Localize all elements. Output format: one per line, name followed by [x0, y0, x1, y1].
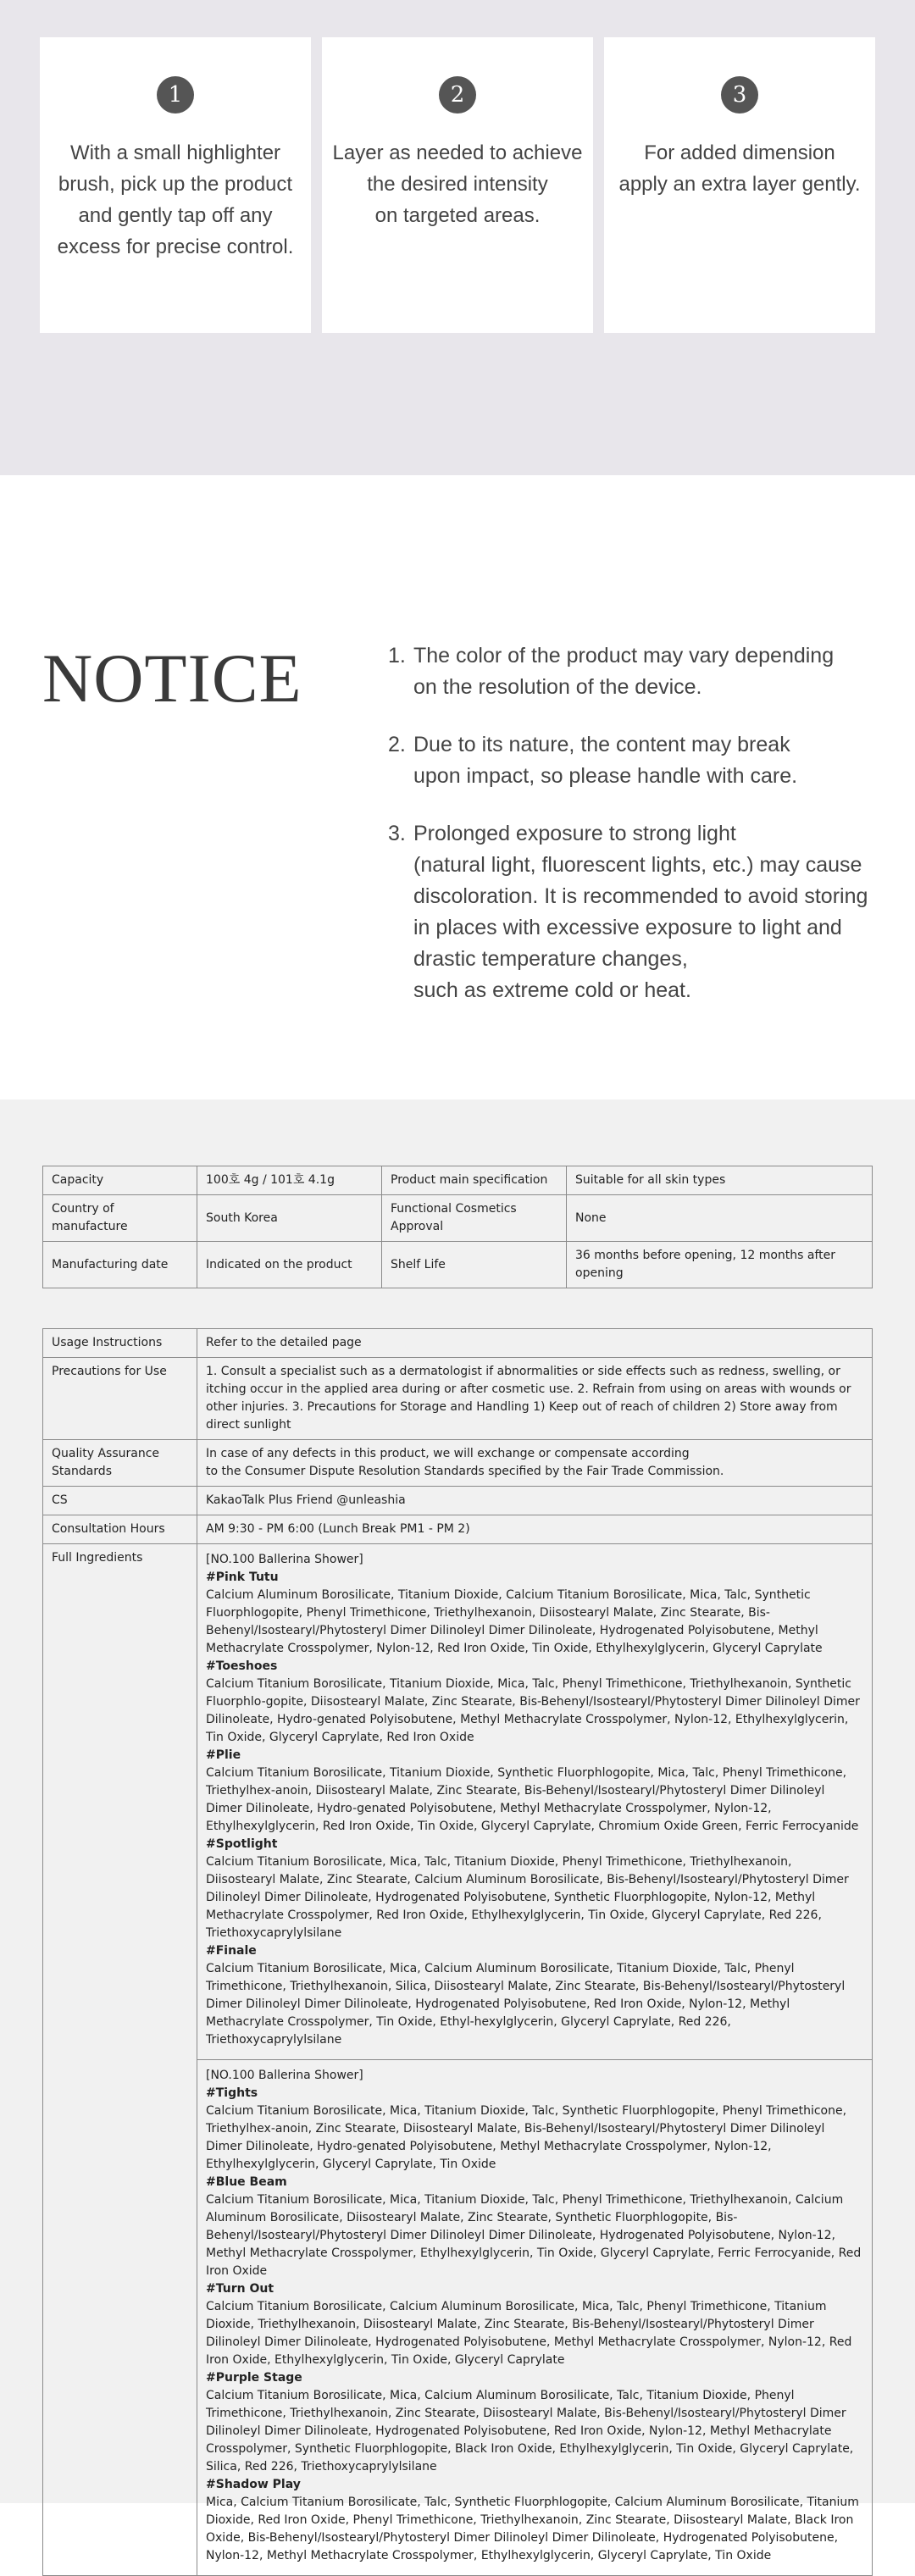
notice-item: [388, 818, 888, 1006]
shade-ingredients: Calcium Titanium Borosilicate, Mica, Calcium Aluminum Borosilicate, Titanium Dioxide, Talc, Phenyl Trimethicone, Triethylhexanoin, Silica, Diisostearyl Malate, Zinc Stearate, Bis-Behenyl/Isostearyl/Phytosteryl Dimer Dilinoleyl Dimer Dilinoleate, Hydrogenated Polyisobutene, Red Iron Oxide, Nylon-12, Methyl Methacrylate Crosspolymer, Tin Oxide, Ethyl-hexylglycerin, Glyceryl Caprylate, Red 226, Triethoxycaprylylsilane: [206, 1962, 846, 2047]
shade-ingredients: Calcium Titanium Borosilicate, Mica, Calcium Aluminum Borosilicate, Talc, Titanium Dioxide, Phenyl Trimethicone, Triethylhexanoin, Zinc Stearate, Diisostearyl Malate, Bis-Behenyl/Isostearyl/Phytosteryl Dimer Dilinoleyl Dimer Dilinoleate, Hydrogenated Polyisobutene, Red Iron Oxide, Nylon-12, Methyl Methacrylate Crosspolymer, Synthetic Fluorphlogopite, Black Iron Oxide, Ethylhexylglycerin, Tin Oxide, Glyceryl Caprylate, Silica, Red 226, Triethoxycaprylylsilane: [206, 2389, 854, 2474]
step-text: With a small highlighter brush, pick up the product and gently tap off any excess for precise control.: [57, 141, 294, 258]
product-info-section: [0, 1100, 915, 2562]
steps-section: [0, 0, 915, 475]
shade-name: #Toeshoes: [206, 1659, 278, 1673]
shade-name: #Tights: [206, 2086, 258, 2100]
spec-label: Product main specification: [382, 1166, 567, 1195]
step-text: Layer as needed to achieve the desired intensity on targeted areas.: [332, 141, 583, 227]
spec-value: Suitable for all skin types: [567, 1166, 873, 1195]
shade-ingredients: Calcium Titanium Borosilicate, Mica, Titanium Dioxide, Talc, Synthetic Fluorphlogopite, Phenyl Trimethicone, Triethylhex-anoin, Zinc Stearate, Diisostearyl Malate, Bis-Behenyl/Isostearyl/Phytosteryl Dimer Dilinoleyl Dimer Dilinoleate, Hydro-genated Polyisobutene, Methyl Methacrylate Crosspolymer, Nylon-12, Ethylhexylglycerin, Glyceryl Caprylate, Tin Oxide: [206, 2104, 847, 2171]
step-card-2: [322, 37, 593, 333]
shade-name: #Pink Tutu: [206, 1571, 279, 1584]
step-card-3: [604, 37, 875, 333]
step-number-badge: 1: [157, 76, 194, 114]
cs-value: KakaoTalk Plus Friend @unleashia: [197, 1487, 873, 1515]
spec-label: Capacity: [43, 1166, 197, 1195]
notice-item: [388, 640, 888, 703]
shade-ingredients: Calcium Titanium Borosilicate, Titanium Dioxide, Mica, Talc, Phenyl Trimethicone, Triethylhexanoin, Synthetic Fluorphlo-gopite, Diisostearyl Malate, Zinc Stearate, Bis-Behenyl/Isostearyl/Phytosteryl Dimer Dilinoleyl Dimer Dilinoleate, Hydro-genated Polyisobutene, Methyl Methacrylate Crosspolymer, Nylon-12, Ethylhexylglycerin, Tin Oxide, Glyceryl Caprylate, Red Iron Oxide: [206, 1677, 860, 1744]
shade-name: #Blue Beam: [206, 2175, 287, 2189]
qa-value: In case of any defects in this product, we will exchange or compensate according to the Consumer Dispute Resolution Standards specified by the Fair Trade Commission.: [197, 1440, 873, 1487]
notice-list: [388, 640, 888, 1033]
notice-item-text: Due to its nature, the content may break upon impact, so please handle with care.: [413, 733, 798, 788]
notice-item-text: The color of the product may vary depending on the resolution of the device.: [413, 644, 835, 699]
precautions-label: Precautions for Use: [43, 1358, 197, 1440]
spec-value: 36 months before opening, 12 months after opening: [567, 1242, 873, 1288]
shade-ingredients: Calcium Titanium Borosilicate, Titanium Dioxide, Synthetic Fluorphlogopite, Mica, Talc, Phenyl Trimethicone, Triethylhex-anoin, Diisostearyl Malate, Zinc Stearate, Bis-Behenyl/Isostearyl/Phytosteryl Dimer Dilinoleyl Dimer Dilinoleate, Hydro-genated Polyisobutene, Methyl Methacrylate Crosspolymer, Nylon-12, Ethylhexylglycerin, Red Iron Oxide, Tin Oxide, Glyceryl Caprylate, Chromium Oxide Green, Ferric Ferrocyanide: [206, 1766, 859, 1833]
precautions-value: 1. Consult a specialist such as a dermatologist if abnormalities or side effects such as redness, swelling, or itching occur in the applied area during or after cosmetic use. 2. Refrain from using on areas with wounds or other injuries. 3. Precautions for Storage and Handling 1) Keep out of reach of children 2) Store away from direct sunlight: [197, 1358, 873, 1440]
hours-value: AM 9:30 - PM 6:00 (Lunch Break PM1 - PM 2): [197, 1515, 873, 1544]
notice-title: NOTICE: [42, 640, 302, 717]
step-number-badge: 2: [439, 76, 476, 114]
spec-value: South Korea: [197, 1195, 382, 1242]
ingredients-block-1: [197, 1544, 873, 2060]
table-row: [43, 1544, 873, 2060]
table-row: [43, 1358, 873, 1440]
notice-section: [0, 475, 915, 1100]
hours-label: Consultation Hours: [43, 1515, 197, 1544]
spec-label: Functional Cosmetics Approval: [382, 1195, 567, 1242]
spec-label: Country of manufacture: [43, 1195, 197, 1242]
spec-table: [42, 1166, 873, 1288]
step-number-badge: 3: [721, 76, 758, 114]
table-row: [43, 1487, 873, 1515]
ingredients-label: Full Ingredients: [43, 1544, 197, 2576]
spec-label: Manufacturing date: [43, 1242, 197, 1288]
table-row: [43, 1515, 873, 1544]
table-row: [43, 1166, 873, 1195]
table-row: [43, 1195, 873, 1242]
shade-name: #Turn Out: [206, 2282, 274, 2296]
cs-label: CS: [43, 1487, 197, 1515]
step-text: For added dimension apply an extra layer gently.: [618, 141, 861, 196]
shade-name: #Spotlight: [206, 1837, 278, 1851]
spec-value: None: [567, 1195, 873, 1242]
usage-label: Usage Instructions: [43, 1329, 197, 1358]
table-row: [43, 1440, 873, 1487]
notice-item-number: 2.: [388, 733, 406, 756]
notice-item-number: 3.: [388, 822, 406, 845]
ingredients-header: [NO.100 Ballerina Shower]: [206, 2069, 363, 2082]
step-card-1: [40, 37, 311, 333]
shade-ingredients: Calcium Titanium Borosilicate, Mica, Titanium Dioxide, Talc, Phenyl Trimethicone, Triethylhexanoin, Calcium Aluminum Borosilicate, Diisostearyl Malate, Zinc Stearate, Synthetic Fluorphlogopite, Bis-Behenyl/Isostearyl/Phytosteryl Dimer Dilinoleyl Dimer Dilinoleate, Hydrogenated Polyisobutene, Nylon-12, Methyl Methacrylate Crosspolymer, Ethylhexylglycerin, Tin Oxide, Glyceryl Caprylate, Ferric Ferrocyanide, Red Iron Oxide: [206, 2193, 862, 2278]
shade-name: #Shadow Play: [206, 2478, 301, 2491]
ingredients-header: [NO.100 Ballerina Shower]: [206, 1553, 363, 1566]
notice-item-number: 1.: [388, 644, 406, 668]
table-row: [43, 1329, 873, 1358]
shade-ingredients: Calcium Aluminum Borosilicate, Titanium Dioxide, Calcium Titanium Borosilicate, Mica, Talc, Synthetic Fluorphlogopite, Phenyl Trimethicone, Triethylhexanoin, Diisostearyl Malate, Zinc Stearate, Bis-Behenyl/Isostearyl/Phytosteryl Dimer Dilinoleyl Dimer Dilinoleate, Hydrogenated Polyisobutene, Methyl Methacrylate Crosspolymer, Nylon-12, Red Iron Oxide, Tin Oxide, Ethylhexylglycerin, Glyceryl Caprylate: [206, 1588, 823, 1655]
notice-item: [388, 729, 888, 792]
notice-item-text: Prolonged exposure to strong light (natural light, fluorescent lights, etc.) may cause discoloration. It is recommended to avoid storing in places with excessive exposure to light and drastic temperature changes, such as extreme cold or heat.: [413, 822, 868, 1002]
shade-ingredients: Calcium Titanium Borosilicate, Calcium Aluminum Borosilicate, Mica, Talc, Phenyl Trimethicone, Titanium Dioxide, Triethylhexanoin, Diisostearyl Malate, Zinc Stearate, Bis-Behenyl/Isostearyl/Phytosteryl Dimer Dilinoleyl Dimer Dilinoleate, Hydrogenated Polyisobutene, Methyl Methacrylate Crosspolymer, Nylon-12, Red Iron Oxide, Ethylhexylglycerin, Tin Oxide, Glyceryl Caprylate: [206, 2300, 852, 2367]
shade-name: #Purple Stage: [206, 2371, 302, 2385]
shade-ingredients: Calcium Titanium Borosilicate, Mica, Talc, Titanium Dioxide, Phenyl Trimethicone, Triethylhexanoin, Diisostearyl Malate, Zinc Stearate, Calcium Aluminum Borosilicate, Bis-Behenyl/Isostearyl/Phytosteryl Dimer Dilinoleyl Dimer Dilinoleate, Hydrogenated Polyisobutene, Synthetic Fluorphlogopite, Nylon-12, Methyl Methacrylate Crosspolymer, Red Iron Oxide, Ethylhexylglycerin, Tin Oxide, Glyceryl Caprylate, Red 226, Triethoxycaprylylsilane: [206, 1855, 849, 1940]
shade-name: #Plie: [206, 1748, 241, 1762]
detail-table: [42, 1328, 873, 2576]
table-row: [43, 1242, 873, 1288]
spec-label: Shelf Life: [382, 1242, 567, 1288]
usage-value: Refer to the detailed page: [197, 1329, 873, 1358]
qa-label: Quality Assurance Standards: [43, 1440, 197, 1487]
spec-value: 100호 4g / 101호 4.1g: [197, 1166, 382, 1195]
shade-name: #Finale: [206, 1944, 257, 1958]
spec-value: Indicated on the product: [197, 1242, 382, 1288]
ingredients-block-2: [197, 2060, 873, 2576]
shade-ingredients: Mica, Calcium Titanium Borosilicate, Talc, Synthetic Fluorphlogopite, Calcium Aluminum Borosilicate, Titanium Dioxide, Red Iron Oxide, Phenyl Trimethicone, Triethylhexanoin, Zinc Stearate, Diisostearyl Malate, Black Iron Oxide, Bis-Behenyl/Isostearyl/Phytosteryl Dimer Dilinoleyl Dimer Dilinoleate, Hydrogenated Polyisobutene, Nylon-12, Methyl Methacrylate Crosspolymer, Ethylhexylglycerin, Glyceryl Caprylate, Tin Oxide: [206, 2496, 859, 2562]
